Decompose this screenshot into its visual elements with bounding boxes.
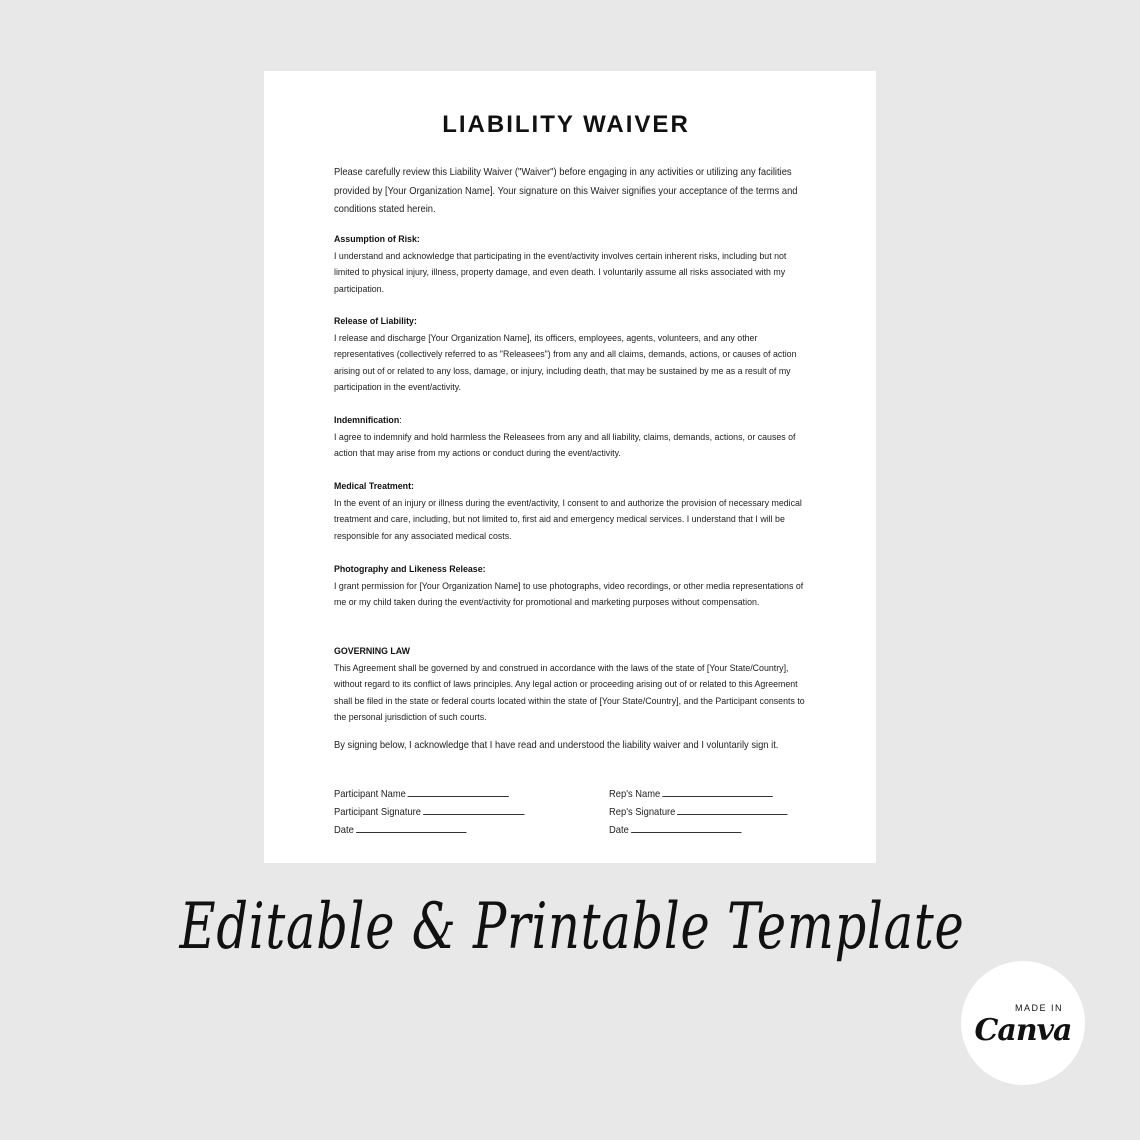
rep-signature-line[interactable] (609, 800, 788, 818)
banner-headline-svg (0, 880, 1140, 1000)
section-medical-treatment (334, 479, 808, 545)
participant-date-label: Date (334, 825, 354, 836)
rep-date-line[interactable] (609, 818, 788, 836)
document-title: LIABILITY WAIVER (442, 111, 690, 138)
rep-name-label: Rep's Name (609, 789, 661, 800)
section-text: In the event of an injury or illness during the event/activity, I consent to and authorize the provision of necessary medical treatment and care, including, but not limited to, first aid and emergency medical services. I understand that I will be responsible for any associated medical costs. (334, 497, 802, 542)
document-page (264, 71, 876, 863)
participant-name-blank[interactable] (408, 786, 509, 797)
rep-signature-label: Rep's Signature (609, 807, 676, 818)
section-heading: Medical Treatment: (334, 481, 414, 492)
section-heading: Assumption of Risk: (334, 234, 420, 245)
participant-signature-line[interactable] (334, 800, 524, 818)
section-text: I release and discharge [Your Organization Name], its officers, employees, agents, volunteers, and any other representatives (collectively referred to as "Releasees") from any and all claims, demands, actions, or causes of action arising out of or related to any loss, damage, or injury, including death, that may be sustained by me as a result of my participation in the event/activity. (334, 332, 797, 394)
participant-date-line[interactable] (334, 818, 524, 836)
section-governing-law (334, 644, 808, 727)
participant-name-line[interactable] (334, 782, 524, 800)
section-text: I agree to indemnify and hold harmless the Releasees from any and all liability, claims, demands, actions, or causes of action that may arise from my actions or conduct during the event/activity. (334, 431, 796, 460)
section-assumption-of-risk (334, 232, 808, 298)
participant-signature-blank[interactable] (423, 804, 524, 815)
banner-headline-text: Editable & Printable Template (178, 890, 965, 964)
participant-name-label: Participant Name (334, 789, 406, 800)
rep-date-blank[interactable] (631, 822, 741, 833)
rep-name-line[interactable] (609, 782, 788, 800)
section-photography-release (334, 562, 808, 612)
participant-date-blank[interactable] (356, 822, 466, 833)
section-text: This Agreement shall be governed by and construed in accordance with the laws of the state of [Your State/Country], without regard to its conflict of laws principles. Any legal action or proceeding arising out of or related to this Agreement shall be filed in the state or federal courts located within the state of [Your State/Country], and the Participant consents to the personal jurisdiction of such courts. (334, 662, 805, 724)
made-in-label: MADE IN (1014, 1003, 1063, 1013)
rep-date-label: Date (609, 825, 629, 836)
participant-signature-label: Participant Signature (334, 807, 422, 818)
section-heading: Photography and Likeness Release: (334, 564, 486, 575)
rep-signature-blank[interactable] (677, 804, 787, 815)
section-heading: Release of Liability: (334, 316, 417, 327)
section-heading: GOVERNING LAW (334, 646, 411, 657)
banner-headline (0, 880, 1140, 1000)
section-release-of-liability (334, 314, 808, 397)
section-heading: Indemnification: (334, 415, 402, 426)
section-text: I grant permission for [Your Organization Name] to use photographs, video recordings, or other media representations of me or my child taken during the event/activity for promotional and marketing purposes without compensation. (334, 580, 804, 609)
intro-paragraph: Please carefully review this Liability Waiver ("Waiver") before engaging in any activities or utilizing any facilities provided by [Your Organization Name]. Your signature on this Waiver signifies your acceptance of the terms and conditions stated herein. (334, 167, 798, 215)
closing-statement: By signing below, I acknowledge that I have read and understood the liability waiver and I voluntarily sign it. (334, 740, 779, 751)
canva-logo: Canva (974, 1013, 1072, 1048)
participant-signature-block (334, 782, 524, 836)
rep-name-blank[interactable] (662, 786, 772, 797)
heading-colon: : (399, 415, 402, 426)
rep-signature-block (609, 782, 788, 836)
section-indemnification (334, 413, 808, 463)
made-in-canva-badge (961, 961, 1085, 1085)
section-text: I understand and acknowledge that participating in the event/activity involves certain inherent risks, including but not limited to physical injury, illness, property damage, and even death. I voluntarily assume all risks associated with my participation. (334, 250, 787, 295)
